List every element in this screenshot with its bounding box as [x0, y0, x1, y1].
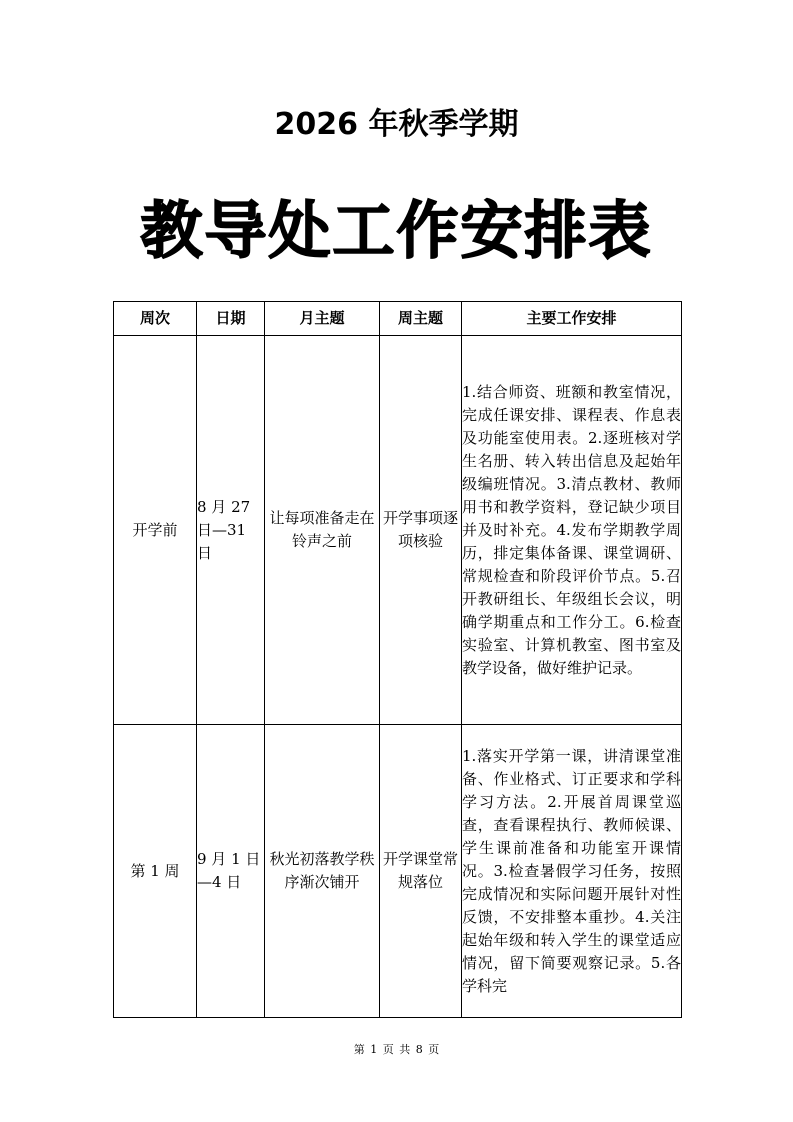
- date-cell: 8 月 27 日—31 日: [197, 336, 265, 725]
- schedule-table: [113, 301, 682, 1018]
- table-row: [114, 336, 682, 725]
- table-header-row: [114, 302, 682, 336]
- month-theme-cell: 让每项准备走在铃声之前: [265, 336, 380, 725]
- month-theme-cell: 秋光初落教学秩序渐次铺开: [265, 725, 380, 1018]
- header-week: 周次: [114, 302, 197, 336]
- week-cell: 开学前: [114, 336, 197, 725]
- week-theme-cell: 开学课堂常规落位: [380, 725, 462, 1018]
- table-row: [114, 725, 682, 1018]
- document-title: 教导处工作安排表: [140, 194, 653, 267]
- date-cell: 9 月 1 日—4 日: [197, 725, 265, 1018]
- week-cell: 第 1 周: [114, 725, 197, 1018]
- header-date: 日期: [197, 302, 265, 336]
- header-work: 主要工作安排: [462, 302, 682, 336]
- work-cell: 1.结合师资、班额和教室情况，完成任课安排、课程表、作息表及功能室使用表。2.逐班核对学生名册、转入转出信息及起始年级编班情况。3.清点教材、教师用书和教学资料，登记缺少项目并及时补充。4.发布学期教学周历，排定集体备课、课堂调研、常规检查和阶段评价节点。5.召开教研组长、年级组长会议，明确学期重点和工作分工。6.检查实验室、计算机教室、图书室及教学设备，做好维护记录。: [462, 336, 682, 725]
- header-month-theme: 月主题: [265, 302, 380, 336]
- page-number: 第 1 页 共 8 页: [353, 1043, 440, 1056]
- work-cell: 1.落实开学第一课，讲清课堂准备、作业格式、订正要求和学科学习方法。2.开展首周课堂巡查，查看课程执行、教师候课、学生课前准备和功能室开课情况。3.检查暑假学习任务，按照完成情况和实际问题开展针对性反馈，不安排整本重抄。4.关注起始年级和转入学生的课堂适应情况，留下简要观察记录。5.各学科完: [462, 725, 682, 1018]
- document-subtitle: 2026 年秋季学期: [274, 107, 519, 142]
- week-theme-cell: 开学事项逐项核验: [380, 336, 462, 725]
- header-week-theme: 周主题: [380, 302, 462, 336]
